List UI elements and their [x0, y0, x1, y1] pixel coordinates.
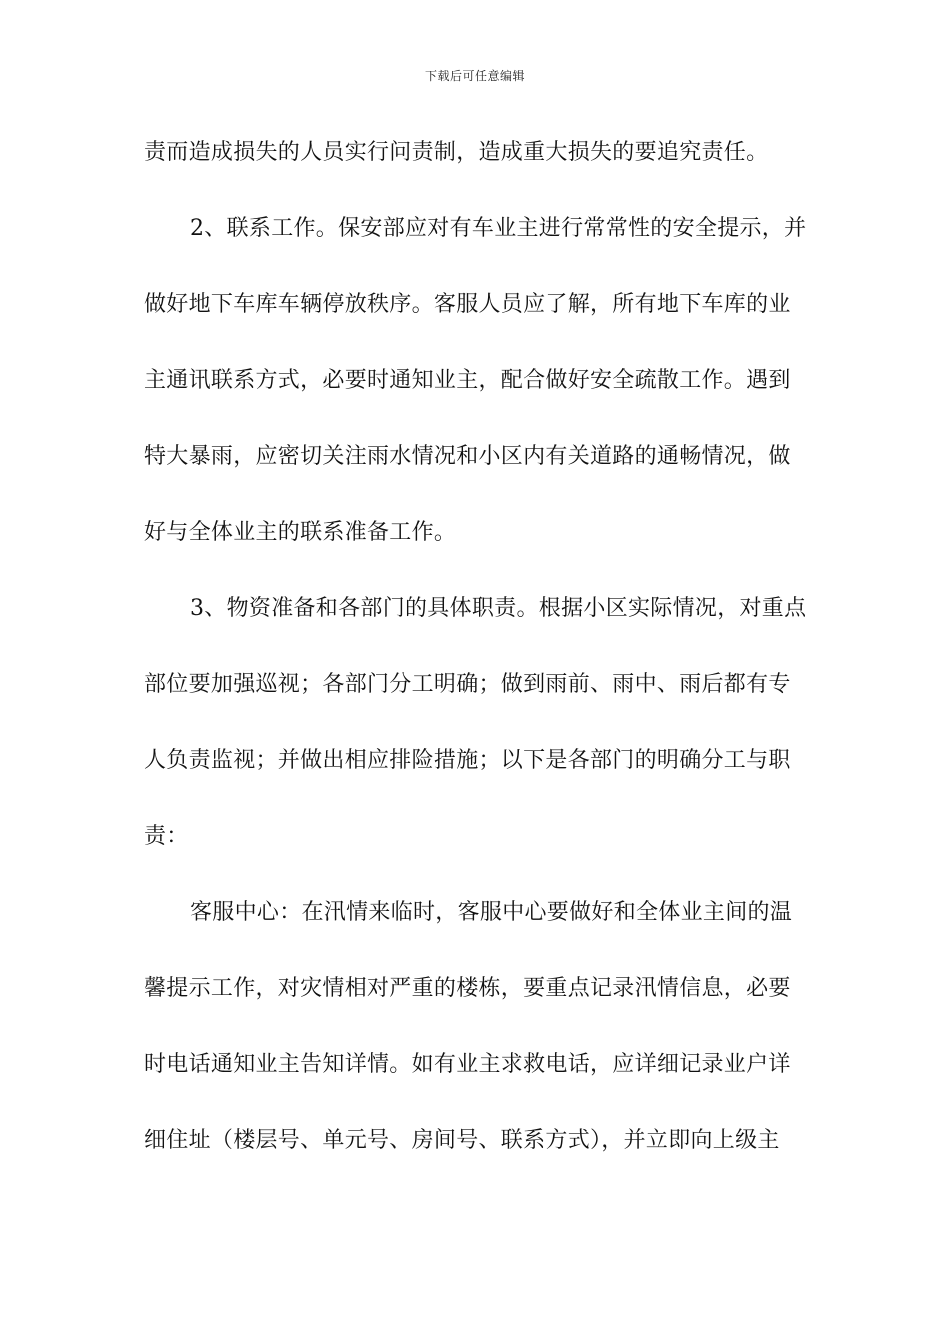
paragraph-line: 责： [144, 824, 189, 849]
paragraph-line: 责而造成损失的人员实行问责制，造成重大损失的要追究责任。 [144, 140, 769, 165]
paragraph-line: 馨提示工作，对灾情相对严重的楼栋，要重点记录汛情信息，必要 [144, 976, 791, 1001]
paragraph-line: 做好地下车库车辆停放秩序。客服人员应了解，所有地下车库的业 [144, 292, 791, 317]
paragraph-line: 客服中心：在汛情来临时，客服中心要做好和全体业主间的温 [190, 900, 793, 925]
paragraph-line: 主通讯联系方式，必要时通知业主，配合做好安全疏散工作。遇到 [144, 368, 791, 393]
paragraph-line: 3、物资准备和各部门的具体职责。根据小区实际情况，对重点 [190, 596, 807, 621]
paragraph-line: 特大暴雨，应密切关注雨水情况和小区内有关道路的通畅情况，做 [144, 444, 791, 469]
paragraph-line: 细住址（楼层号、单元号、房间号、联系方式），并立即向上级主 [144, 1128, 780, 1153]
document-body [144, 128, 809, 1192]
paragraph-line: 部位要加强巡视；各部门分工明确；做到雨前、雨中、雨后都有专 [144, 672, 791, 697]
paragraph-line: 人负责监视；并做出相应排险措施；以下是各部门的明确分工与职 [144, 748, 791, 773]
paragraph-line: 时电话通知业主告知详情。如有业主求救电话，应详细记录业户详 [144, 1052, 791, 1077]
paragraph-line: 2、联系工作。保安部应对有车业主进行常常性的安全提示，并 [190, 216, 807, 241]
paragraph-line: 好与全体业主的联系准备工作。 [144, 520, 457, 545]
page-header: 下载后可任意编辑 [424, 69, 525, 83]
